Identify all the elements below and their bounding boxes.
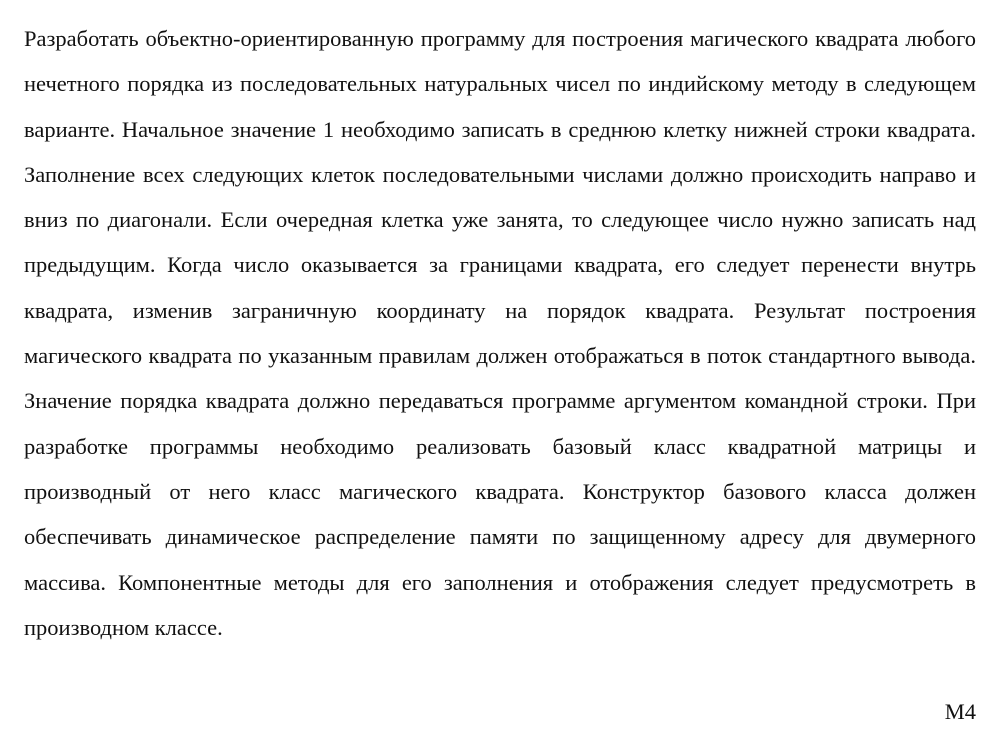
variant-code-label: М4 bbox=[944, 699, 976, 724]
document-page bbox=[24, 16, 976, 736]
task-description-paragraph: Разработать объектно-ориентированную программу для построения магического квадрата любого нечетного порядка из последовательных натуральных чисел по индийскому методу в следующем варианте. Начальное значение 1 необходимо записать в среднюю клетку нижней строки квадрата. Заполнение всех следующих клеток последовательными числами должно происходить направо и вниз по диагонали. Если очередная клетка уже занята, то следующее число нужно записать над предыдущим. Когда число оказывается за границами квадрата, его следует перенести внутрь квадрата, изменив заграничную координату на порядок квадрата. Результат построения магического квадрата по указанным правилам должен отображаться в поток стандартного вывода. Значение порядка квадрата должно передаваться программе аргументом командной строки. При разработке программы необходимо реализовать базовый класс квадратной матрицы и производный от него класс магического квадрата. Конструктор базового класса должен обеспечивать динамическое распределение памяти по защищенному адресу для двумерного массива. Компонентные методы для его заполнения и отображения следует предусмотреть в производном классе. bbox=[24, 26, 976, 640]
